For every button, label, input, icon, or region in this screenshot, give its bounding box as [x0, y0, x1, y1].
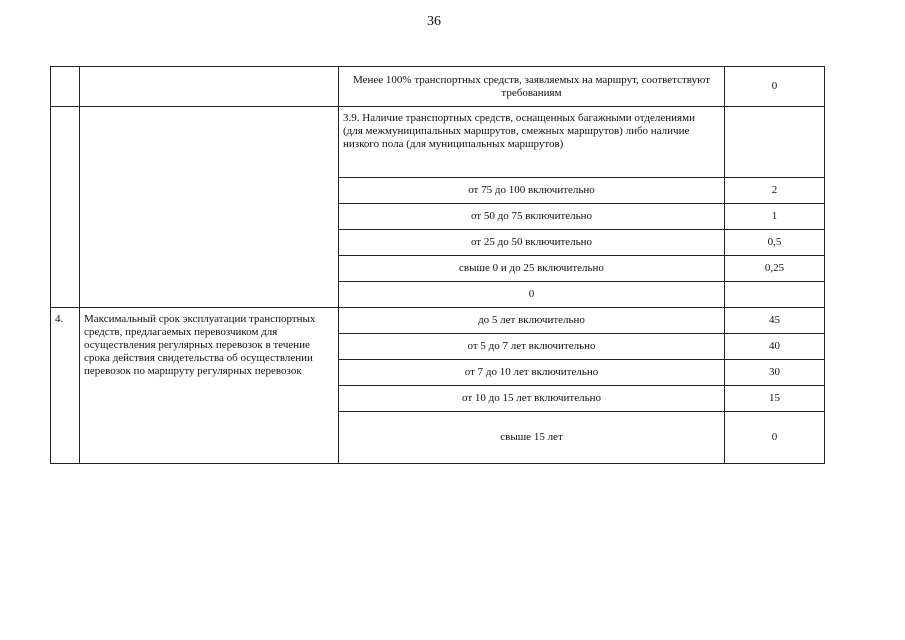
table-row [51, 107, 825, 178]
criterion-cell: свыше 0 и до 25 включительно [339, 256, 725, 282]
score-cell: 30 [725, 360, 825, 386]
score-cell: 0 [725, 412, 825, 464]
criterion-cell: от 5 до 7 лет включительно [339, 334, 725, 360]
criterion-cell: от 75 до 100 включительно [339, 178, 725, 204]
section-heading-cell: 3.9. Наличие транспортных средств, оснащенных багажными отделениями (для межмуниципальных маршрутов, смежных маршрутов) либо наличие низкого пола (для муниципальных маршрутов) [339, 107, 725, 178]
table-row [51, 308, 825, 334]
row-number-cell: 4. [51, 308, 80, 464]
score-cell: 40 [725, 334, 825, 360]
criterion-cell: 0 [339, 282, 725, 308]
row-name-cell: Максимальный срок эксплуатации транспортных средств, предлагаемых перевозчиком для осуществления регулярных перевозок в течение срока действия свидетельства об осуществлении перевозок по маршруту регулярных перевозок [80, 308, 339, 464]
criteria-table [50, 66, 825, 464]
row-number-cell [51, 107, 80, 308]
row-number-cell [51, 67, 80, 107]
score-cell: 45 [725, 308, 825, 334]
criterion-cell: до 5 лет включительно [339, 308, 725, 334]
criterion-cell: Менее 100% транспортных средств, заявляемых на маршрут, соответствуют требованиям [339, 67, 725, 107]
score-cell [725, 107, 825, 178]
row-name-cell [80, 67, 339, 107]
criterion-cell: свыше 15 лет [339, 412, 725, 464]
criterion-cell: от 50 до 75 включительно [339, 204, 725, 230]
score-cell [725, 282, 825, 308]
score-cell: 0,25 [725, 256, 825, 282]
page-number: 36 [427, 14, 441, 29]
criterion-cell: от 25 до 50 включительно [339, 230, 725, 256]
score-cell: 1 [725, 204, 825, 230]
criterion-cell: от 10 до 15 лет включительно [339, 386, 725, 412]
row-name-cell [80, 107, 339, 308]
table-row [51, 67, 825, 107]
score-cell: 15 [725, 386, 825, 412]
criterion-cell: от 7 до 10 лет включительно [339, 360, 725, 386]
score-cell: 2 [725, 178, 825, 204]
score-cell: 0 [725, 67, 825, 107]
score-cell: 0,5 [725, 230, 825, 256]
